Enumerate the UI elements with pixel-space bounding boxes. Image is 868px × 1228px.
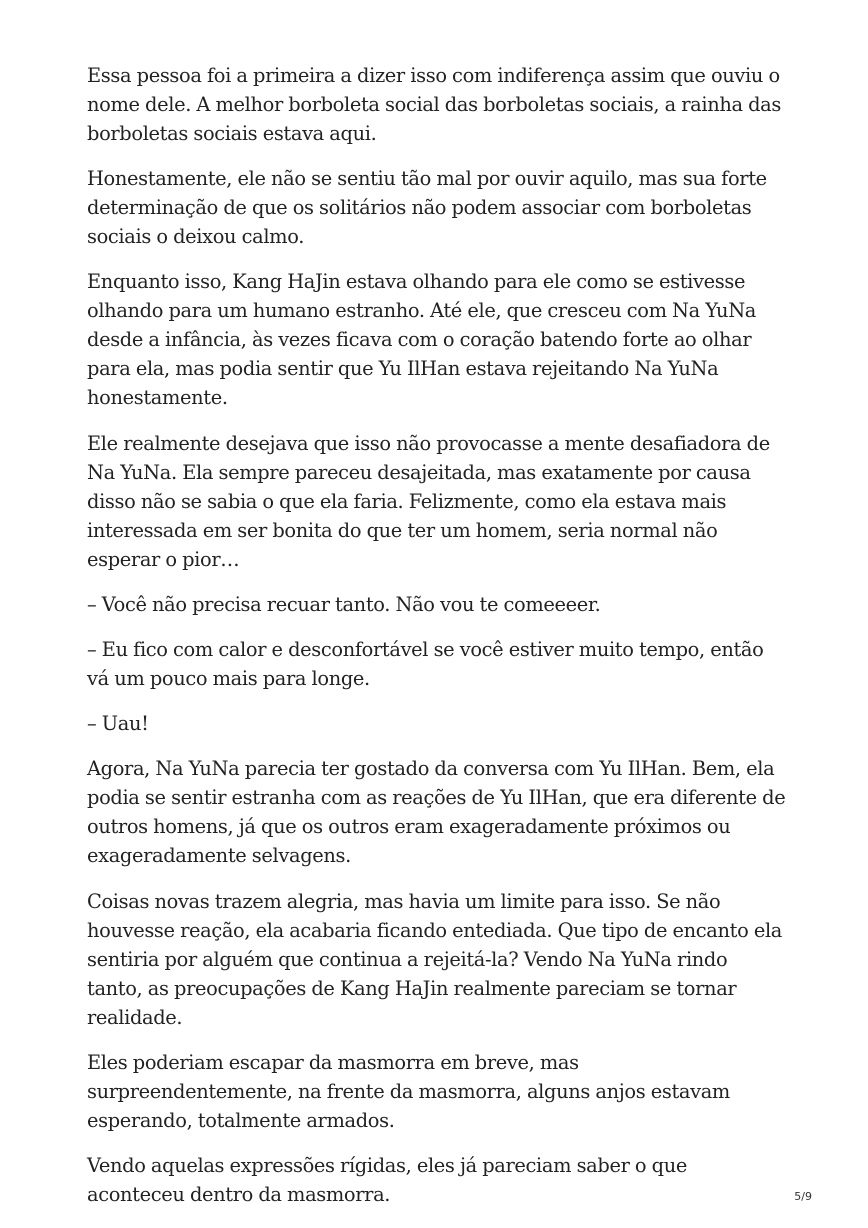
paragraph: Enquanto isso, Kang HaJin estava olhando para ele como se estivesse olhando para um humano estranho. Até ele, que cresceu com Na YuNa desde a infância, às vezes ficava com o coração batendo forte ao olhar para ela, mas podia sentir que Yu IlHan estava rejeitando Na YuNa honestamente. <box>87 270 757 410</box>
page-number: 5/9 <box>794 1190 812 1203</box>
paragraph: Agora, Na YuNa parecia ter gostado da conversa com Yu IlHan. Bem, ela podia se sentir estranha com as reações de Yu IlHan, que era diferente de outros homens, já que os outros eram exageradamente próximos ou exageradamente selvagens. <box>87 757 786 868</box>
dialogue-line: – Você não precisa recuar tanto. Não vou te comeeeer. <box>87 592 601 616</box>
dialogue-line: – Eu fico com calor e desconfortável se você estiver muito tempo, então vá um pouco mais para longe. <box>87 637 764 690</box>
dialogue-line: – Uau! <box>87 712 149 736</box>
paragraph: Eles poderiam escapar da masmorra em breve, mas surpreendentemente, na frente da masmorra, alguns anjos estavam esperando, totalmente armados. <box>87 1050 730 1132</box>
paragraph: Coisas novas trazem alegria, mas havia um limite para isso. Se não houvesse reação, ela acabaria ficando entediada. Que tipo de encanto ela sentiria por alguém que continua a rejeitá-la? Vendo Na YuNa rindo tanto, as preocupações de Kang HaJin realmente pareciam se tornar realidade. <box>87 889 783 1029</box>
paragraph: Vendo aquelas expressões rígidas, eles já pareciam saber o que aconteceu dentro da masmorra. <box>87 1153 687 1206</box>
paragraph: Essa pessoa foi a primeira a dizer isso com indiferença assim que ouviu o nome dele. A melhor borboleta social das borboletas sociais, a rainha das borboletas sociais estava aqui. <box>87 64 781 145</box>
document-page <box>87 61 787 1225</box>
paragraph: Ele realmente desejava que isso não provocasse a mente desafiadora de Na YuNa. Ela sempre pareceu desajeitada, mas exatamente por causa disso não se sabia o que ela faria. Felizmente, como ela estava mais interessada em ser bonita do que ter um homem, seria normal não esperar o pior… <box>87 431 770 571</box>
paragraph: Honestamente, ele não se sentiu tão mal por ouvir aquilo, mas sua forte determinação de que os solitários não podem associar com borboletas sociais o deixou calmo. <box>87 167 767 249</box>
